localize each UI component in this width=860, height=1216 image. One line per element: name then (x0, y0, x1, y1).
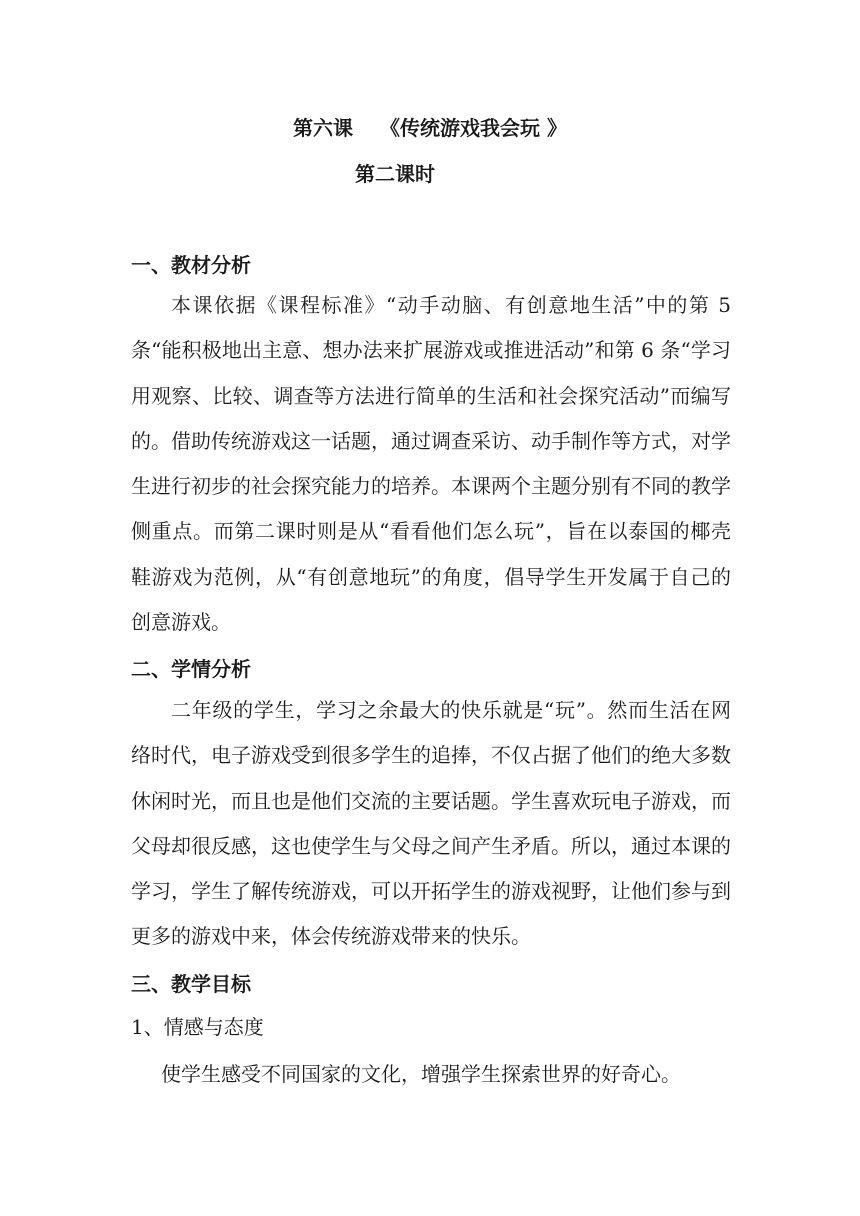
document-title: 第六课 《传统游戏我会玩 》 (293, 116, 567, 140)
goal-subheading-emotion-attitude: 1、情感与态度 (131, 1015, 264, 1039)
section-paragraph-textbook-analysis: 本课依据《课程标准》“动手动脑、有创意地生活”中的第 5 条“能积极地出主意、想办法来扩展游戏或推进活动”和第 6 条“学习用观察、比较、调查等方法进行简单的生活和社会探究活动”而编写的。借助传统游戏这一话题，通过调查采访、动手制作等方式，对学生进行初步的社会探究能力的培养。本课两个主题分别有不同的教学侧重点。而第二课时则是从“看看他们怎么玩”，旨在以泰国的椰壳鞋游戏为范例，从“有创意地玩”的角度，倡导学生开发属于自己的创意游戏。 (131, 293, 731, 635)
section-heading-textbook-analysis: 一、教材分析 (131, 253, 251, 277)
goal-line-culture-curiosity: 使学生感受不同国家的文化，增强学生探索世界的好奇心。 (161, 1062, 681, 1086)
section-heading-teaching-goals: 三、教学目标 (131, 972, 251, 996)
section-heading-student-analysis: 二、学情分析 (131, 657, 251, 681)
document-subtitle: 第二课时 (355, 162, 435, 186)
section-paragraph-student-analysis: 二年级的学生，学习之余最大的快乐就是“玩”。然而生活在网络时代，电子游戏受到很多学生的追捧，不仅占据了他们的绝大多数休闲时光，而且也是他们交流的主要话题。学生喜欢玩电子游戏，而父母却很反感，这也使学生与父母之间产生矛盾。所以，通过本课的学习，学生了解传统游戏，可以开拓学生的游戏视野，让他们参与到更多的游戏中来，体会传统游戏带来的快乐。 (131, 698, 731, 949)
